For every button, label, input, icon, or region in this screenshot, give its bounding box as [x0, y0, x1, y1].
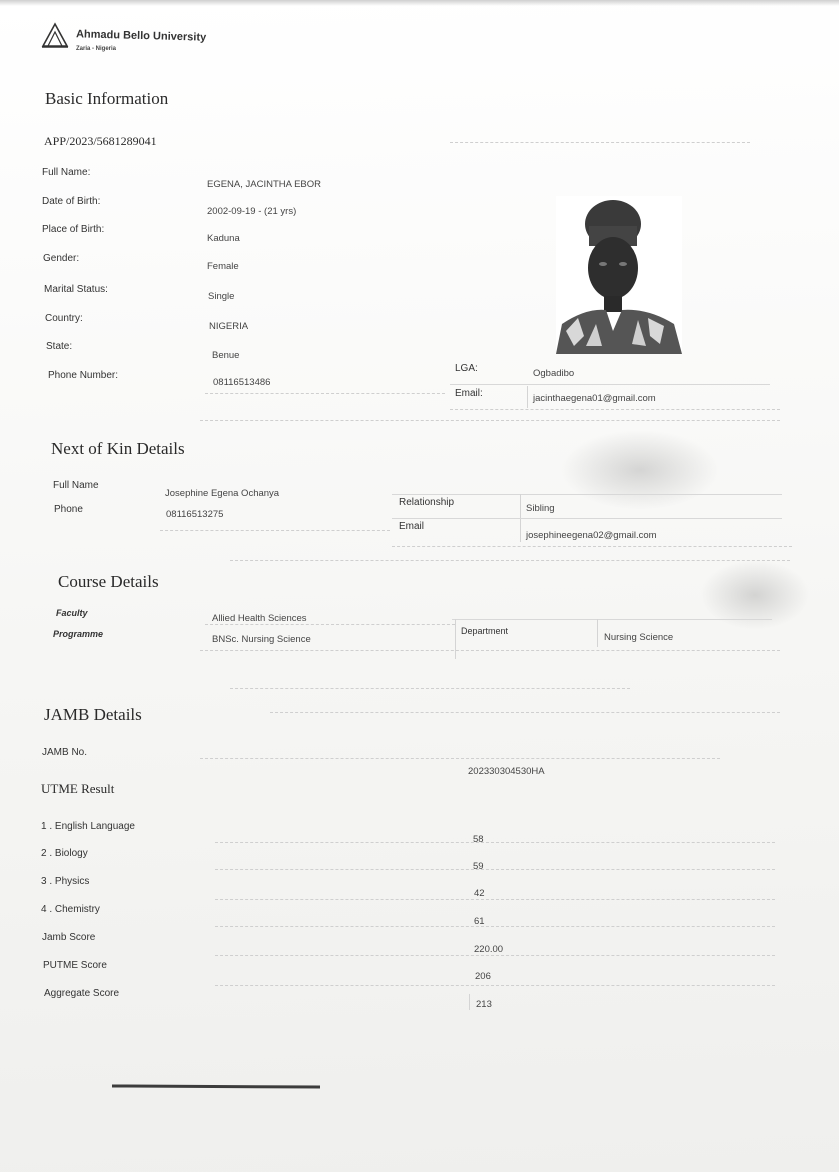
nok-relationship-value: Sibling — [526, 503, 555, 514]
divider — [200, 758, 720, 759]
jamb-no-label: JAMB No. — [42, 747, 88, 758]
nok-full-name-label: Full Name — [53, 480, 99, 491]
jamb-details-heading: JAMB Details — [44, 705, 142, 724]
nok-full-name-value: Josephine Egena Ochanya — [165, 488, 280, 499]
divider — [392, 494, 782, 495]
subject-chemistry-label: 4 . Chemistry — [41, 904, 100, 915]
passport-photo — [556, 196, 682, 354]
aggregate-score-label: Aggregate Score — [44, 988, 120, 999]
jamb-no-value: 202330304530HA — [468, 766, 545, 777]
state-value: Benue — [212, 350, 240, 361]
divider — [215, 869, 775, 870]
table-separator — [455, 619, 456, 659]
divider — [215, 955, 775, 956]
state-label: State: — [46, 341, 73, 352]
aggregate-score-value: 213 — [476, 999, 492, 1010]
subject-biology-label: 2 . Biology — [41, 848, 88, 859]
country-value: NIGERIA — [209, 321, 249, 332]
nok-phone-label: Phone — [54, 504, 83, 515]
dob-label: Date of Birth: — [42, 196, 101, 207]
putme-score-value: 206 — [475, 971, 491, 982]
divider — [230, 688, 630, 689]
dob-value: 2002-09-19 - (21 yrs) — [207, 206, 297, 217]
full-name-value: EGENA, JACINTHA EBOR — [207, 179, 322, 190]
divider — [215, 842, 775, 843]
divider — [452, 619, 772, 620]
subject-english-score: 58 — [473, 834, 484, 845]
table-separator — [527, 386, 528, 408]
university-location: Zaria - Nigeria — [76, 46, 117, 52]
divider — [205, 393, 445, 394]
divider — [215, 985, 775, 986]
divider — [450, 384, 770, 385]
email-label: Email: — [455, 388, 483, 399]
university-logo — [40, 20, 70, 55]
phone-number-value: 08116513486 — [213, 377, 271, 388]
lga-value: Ogbadibo — [533, 368, 575, 379]
country-label: Country: — [45, 313, 83, 324]
divider — [200, 420, 780, 421]
divider — [392, 518, 782, 519]
divider — [215, 926, 775, 927]
nok-relationship-label: Relationship — [399, 497, 455, 508]
course-details-heading: Course Details — [58, 572, 159, 591]
basic-info-heading: Basic Information — [45, 89, 169, 108]
gender-label: Gender: — [43, 253, 80, 264]
lga-label: LGA: — [455, 363, 478, 374]
divider — [200, 650, 780, 651]
table-separator — [597, 619, 598, 647]
divider — [215, 899, 775, 900]
divider — [450, 142, 750, 143]
place-of-birth-value: Kaduna — [207, 233, 240, 244]
marital-status-value: Single — [208, 291, 235, 302]
table-separator — [469, 994, 470, 1010]
divider — [270, 712, 780, 713]
subject-physics-score: 42 — [474, 888, 485, 899]
jamb-score-label: Jamb Score — [42, 932, 96, 943]
utme-result-heading: UTME Result — [41, 781, 115, 796]
divider — [392, 546, 792, 547]
subject-chemistry-score: 61 — [474, 916, 485, 927]
nok-email-label: Email — [399, 521, 425, 532]
divider — [160, 530, 390, 531]
place-of-birth-label: Place of Birth: — [42, 224, 105, 235]
subject-english-label: 1 . English Language — [41, 821, 135, 832]
next-of-kin-heading: Next of Kin Details — [51, 439, 185, 458]
nok-email-value: josephineegena02@gmail.com — [526, 530, 657, 541]
jamb-score-value: 220.00 — [474, 944, 504, 955]
scan-smudge — [560, 430, 720, 510]
gender-value: Female — [207, 261, 239, 272]
marital-status-label: Marital Status: — [44, 284, 108, 295]
faculty-label: Faculty — [56, 608, 88, 618]
phone-number-label: Phone Number: — [48, 370, 119, 381]
divider — [230, 560, 790, 561]
nok-phone-value: 08116513275 — [166, 509, 224, 520]
department-label: Department — [461, 626, 509, 636]
subject-biology-score: 59 — [473, 861, 484, 872]
department-value: Nursing Science — [604, 632, 674, 643]
full-name-label: Full Name: — [42, 167, 91, 178]
programme-label: Programme — [53, 629, 104, 639]
programme-value: BNSc. Nursing Science — [212, 634, 311, 645]
divider — [205, 624, 455, 625]
university-name: Ahmadu Bello University — [75, 28, 207, 44]
application-number: APP/2023/5681289041 — [44, 134, 157, 148]
putme-score-label: PUTME Score — [43, 960, 107, 971]
email-value: jacinthaegena01@gmail.com — [533, 393, 656, 404]
scan-edge — [0, 0, 839, 6]
subject-physics-label: 3 . Physics — [41, 876, 90, 887]
faculty-value: Allied Health Sciences — [212, 613, 307, 624]
divider — [450, 409, 780, 410]
signature-line — [112, 1084, 320, 1088]
